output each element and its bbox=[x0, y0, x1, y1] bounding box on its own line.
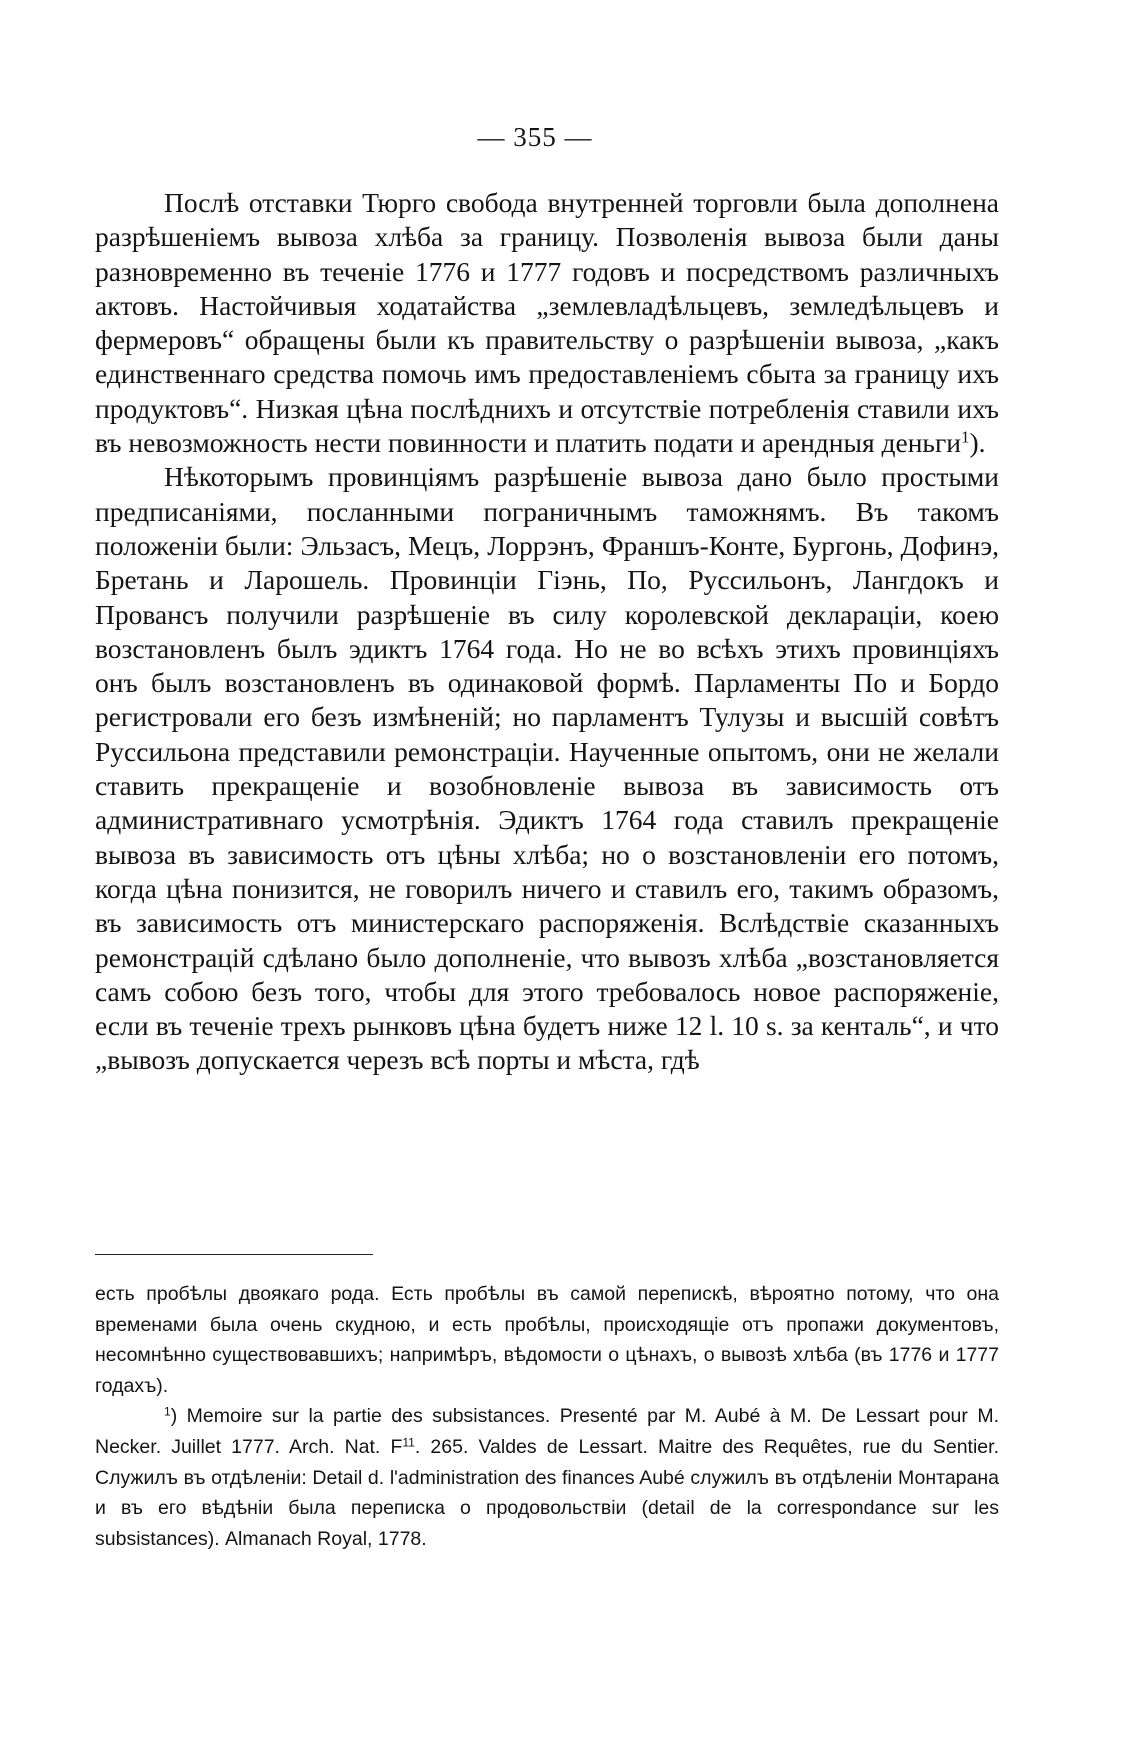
footnote-ref-1: 1 bbox=[960, 427, 970, 447]
footnote-1-superscript: 11 bbox=[402, 1435, 415, 1450]
main-text bbox=[95, 186, 999, 1078]
footnote-divider bbox=[95, 1254, 373, 1255]
paragraph-1-tail: ). bbox=[969, 427, 986, 459]
footnotes bbox=[95, 1279, 999, 1554]
footnote-1-text-a: ) Memoire sur la partie des subsistances. Presenté par M. Aubé à M. De Lessart pour M. Necker. Juillet 1777. Arch. Nat. F bbox=[95, 1405, 999, 1458]
footnote-1 bbox=[95, 1401, 999, 1554]
paragraph-2-text: Нѣкоторымъ провинціямъ разрѣшеніе вывоза дано было простыми предписаніями, посланными пограничнымъ таможнямъ. Въ такомъ положеніи были: Эльзасъ, Мецъ, Лоррэнъ, Франшъ-Конте, Бургонь, Дофинэ, Бретань и Ларошель. Провинціи Гіэнь, По, Руссильонъ, Лангдокъ и Провансъ получили разрѣшеніе въ силу королевской деклараціи, коею возстановленъ былъ эдиктъ 1764 года. Но не во всѣхъ этихъ провинціяхъ онъ былъ возстановленъ въ одинаковой формѣ. Парламенты По и Бордо регистровали его безъ измѣненій; но парламентъ Тулузы и высшій совѣтъ Руссильона представили ремонстраціи. Наученные опытомъ, они не желали ставить прекращеніе и возобновленіе вывоза въ зависимость отъ административнаго усмотрѣнія. Эдиктъ 1764 года ставилъ прекращеніе вывоза въ зависимость отъ цѣны хлѣба; но о возстановленіи его потомъ, когда цѣна понизится, не говорилъ ничего и ставилъ его, такимъ образомъ, въ зависимость отъ министерскаго распоряженія. Вслѣдствіе сказанныхъ ремонстрацій сдѣлано было дополненіе, что вывозъ хлѣба „возстановляется самъ собою безъ того, чтобы для этого требовалось новое распоряженіе, если въ теченіе трехъ рынковъ цѣна будетъ ниже 12 l. 10 s. за кенталь“, и что „вывозъ допускается черезъ всѣ порты и мѣста, гдѣ bbox=[95, 461, 999, 1076]
page-number: — 355 — bbox=[477, 122, 593, 152]
footnote-continued: есть пробѣлы двоякаго рода. Есть пробѣлы въ самой перепискѣ, вѣроятно потому, что она временами была очень скудною, и есть пробѣлы, происходящіе отъ пропажи документовъ, несомнѣнно существовавшихъ; напримѣръ, вѣдомости о цѣнахъ, о вывозѣ хлѣба (въ 1776 и 1777 годахъ). bbox=[95, 1283, 999, 1397]
paragraph-1 bbox=[95, 186, 999, 460]
paragraph-1-text: Послѣ отставки Тюрго свобода внутренней торговли была дополнена разрѣшеніемъ вывоза хлѣба за границу. Позволенія вывоза были даны разновременно въ теченіе 1776 и 1777 годовъ и посредствомъ различныхъ актовъ. Настойчивыя ходатайства „землевладѣльцевъ, земледѣльцевъ и фермеровъ“ обращены были къ правительству о разрѣшеніи вывоза, „какъ единственнаго средства помочь имъ предоставленіемъ сбыта за границу ихъ продуктовъ“. Низкая цѣна послѣднихъ и отсутствіе потребленія ставили ихъ въ невозможность нести повинности и платить подати и арендныя деньги bbox=[95, 187, 999, 459]
paragraph-2 bbox=[95, 460, 999, 1077]
footnote-1-text-b: . 265. Valdes de Lessart. Maitre des Requêtes, rue du Sentier. Служилъ въ отдѣленіи: Detail d. l'administration des finances Aubé служилъ въ отдѣленіи Монтарана и въ его вѣдѣніи была переписка о продовольствіи (detail de la correspondance sur les subsistances). Almanach Royal, 1778. bbox=[95, 1435, 999, 1550]
footnote-1-marker: 1 bbox=[164, 1404, 171, 1419]
